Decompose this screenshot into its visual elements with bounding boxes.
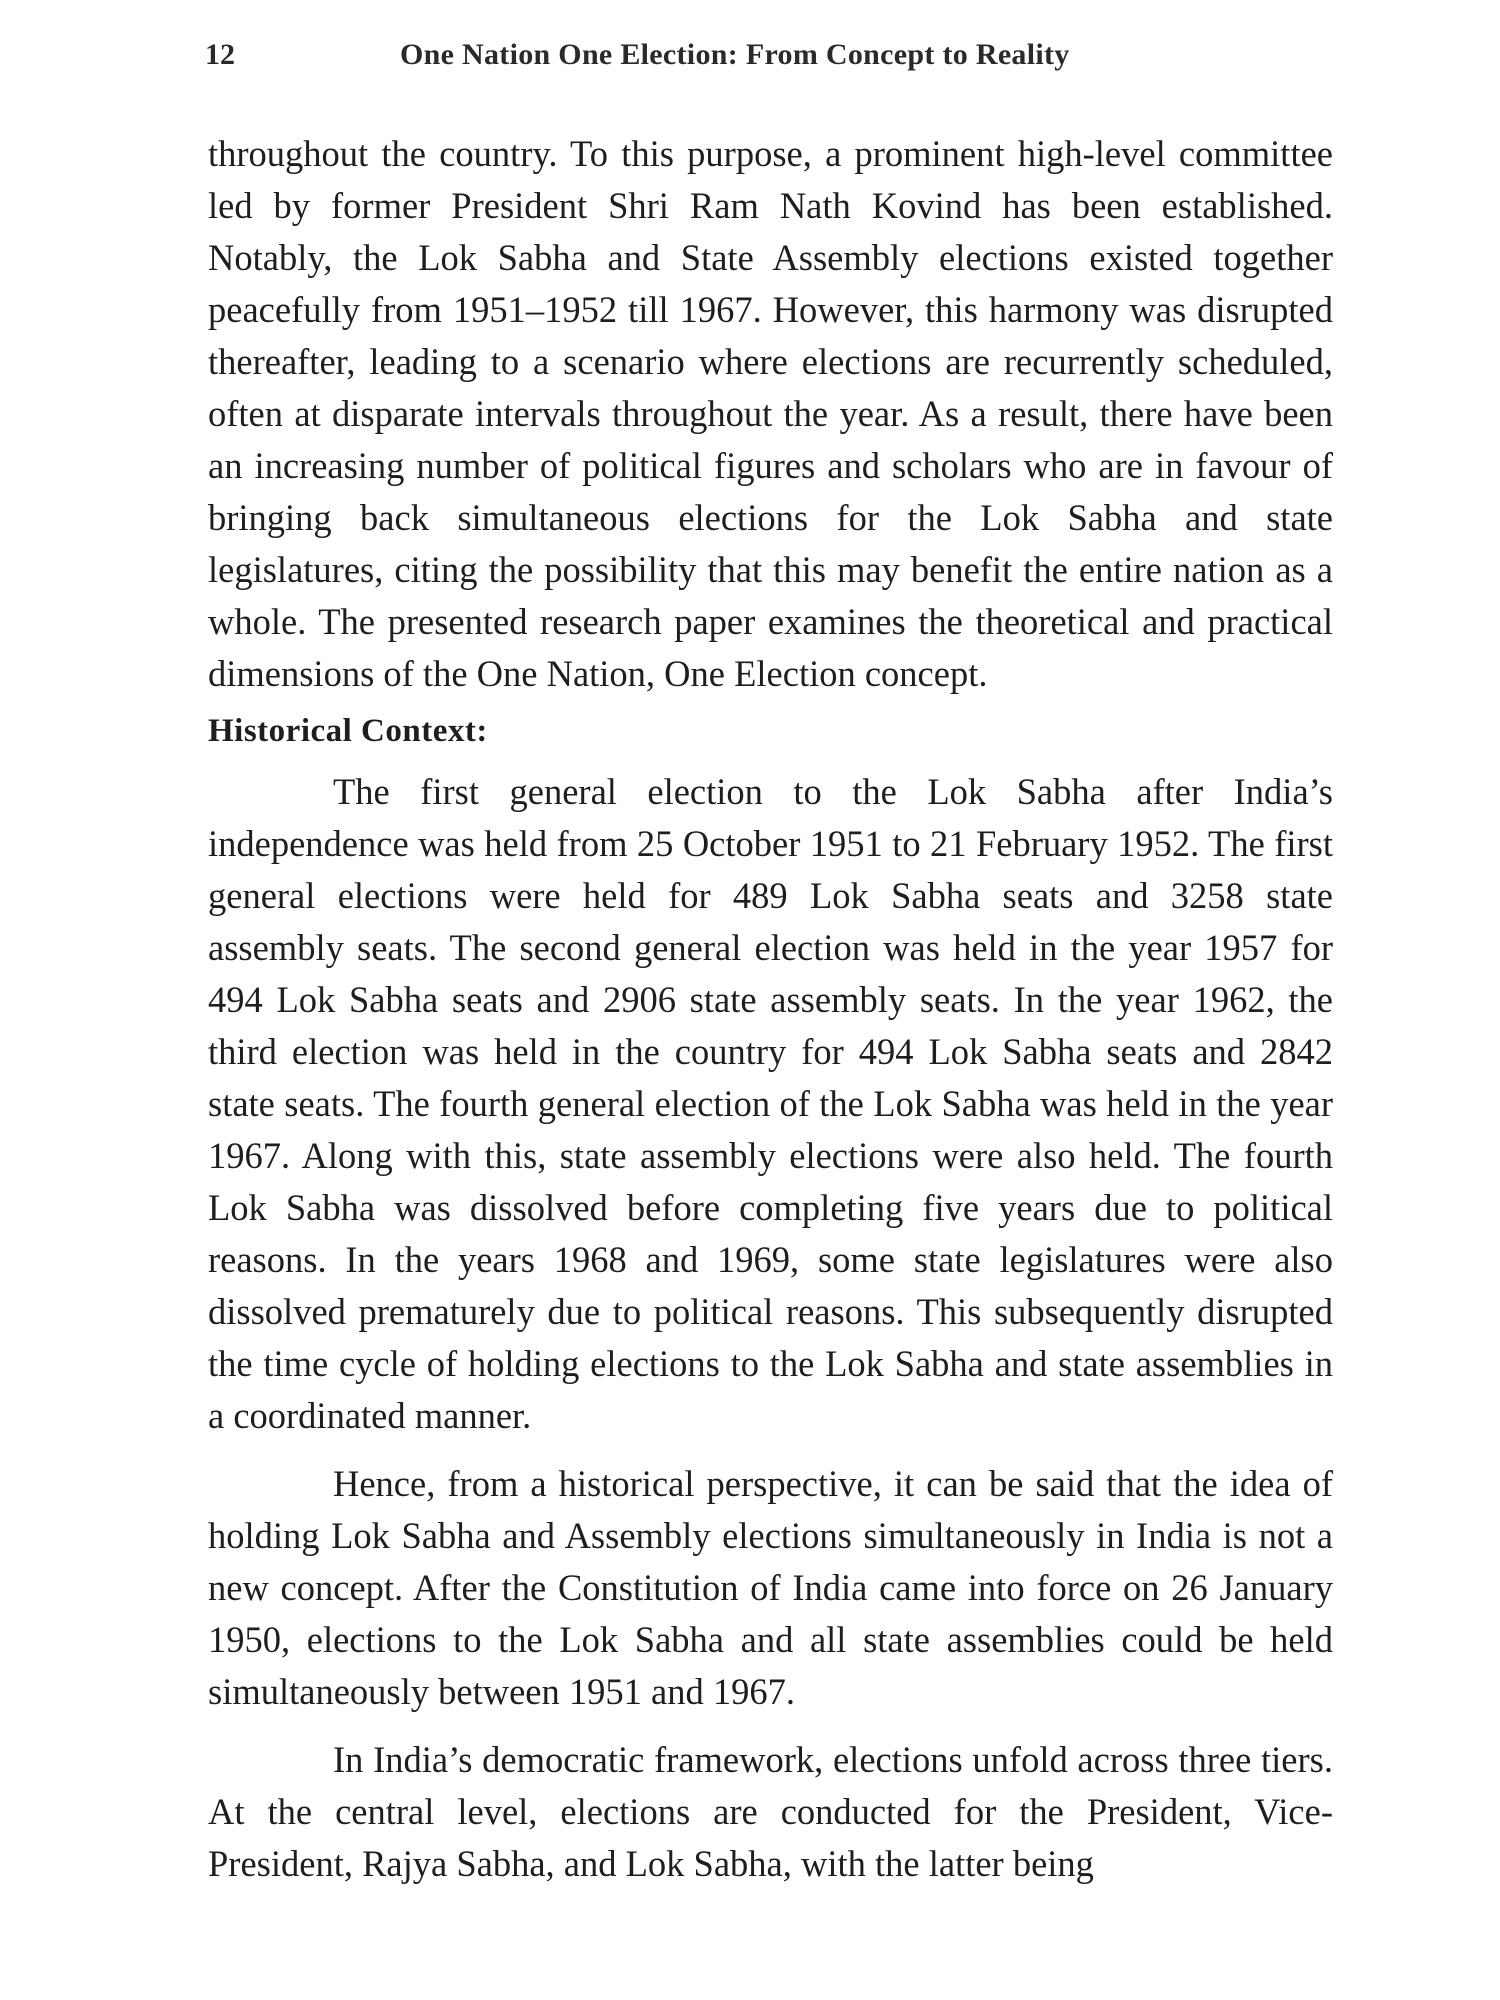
paragraph-continuation: throughout the country. To this purpose, a prominent high-level committee led by former President Shri Ram Nath Kovind has been established. Notably, the Lok Sabha and State Assembly elections existed together peacefully from 1951–1952 till 1967. However, this harmony was disrupted thereafter, leading to a scenario where elections are recurrently scheduled, often at disparate intervals throughout the year. As a result, there have been an increasing number of political figures and scholars who are in favour of bringing back simultaneous elections for the Lok Sabha and state legislatures, citing the possibility that this may benefit the entire nation as a whole. The presented research paper examines the theoretical and practical dimensions of the One Nation, One Election concept. bbox=[208, 133, 1333, 694]
page-number: 12 bbox=[205, 38, 235, 71]
paragraph-historical-perspective: Hence, from a historical perspective, it can be said that the idea of holding Lok Sabha and Assembly elections simultaneously in India is not a new concept. After the Constitution of India came into force on 26 January 1950, elections to the Lok Sabha and all state assemblies could be held simultaneously between 1951 and 1967. bbox=[208, 1463, 1333, 1712]
running-title: One Nation One Election: From Concept to Reality bbox=[400, 38, 1070, 71]
body-text bbox=[208, 128, 1333, 1890]
paragraph-first-general-election: The first general election to the Lok Sabha after India’s independence was held from 25 October 1951 to 21 February 1952. The first general elections were held for 489 Lok Sabha seats and 3258 state assembly seats. The second general election was held in the year 1957 for 494 Lok Sabha seats and 2906 state assembly seats. In the year 1962, the third election was held in the country for 494 Lok Sabha seats and 2842 state seats. The fourth general election of the Lok Sabha was held in the year 1967. Along with this, state assembly elections were also held. The fourth Lok Sabha was dissolved before completing five years due to political reasons. In the years 1968 and 1969, some state legislatures were also dissolved prematurely due to political reasons. This subsequently disrupted the time cycle of holding elections to the Lok Sabha and state assemblies in a coordinated manner. bbox=[208, 771, 1333, 1436]
paragraph-democratic-framework: In India’s democratic framework, elections unfold across three tiers. At the central level, elections are conducted for the President, Vice-President, Rajya Sabha, and Lok Sabha, with the latter being bbox=[208, 1739, 1333, 1884]
running-head bbox=[205, 38, 1270, 88]
section-heading-historical-context: Historical Context: bbox=[208, 713, 488, 749]
